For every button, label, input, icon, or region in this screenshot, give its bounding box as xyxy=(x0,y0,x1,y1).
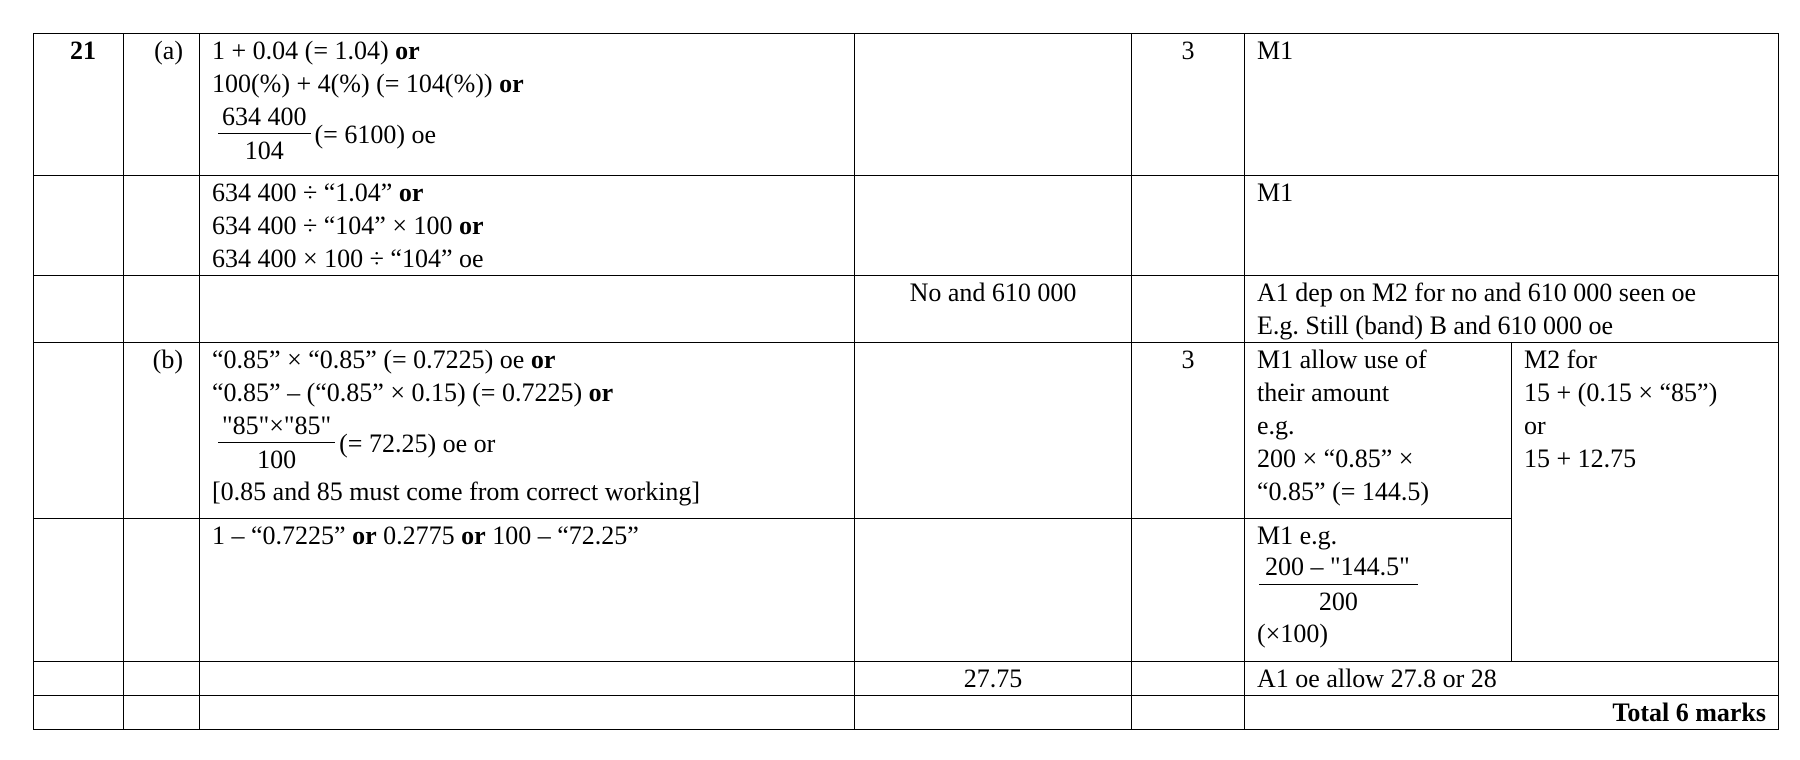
or-connective: or xyxy=(352,521,377,550)
or-connective: or xyxy=(459,211,484,240)
or-connective: or xyxy=(395,36,420,65)
answer-cell: No and 610 000 xyxy=(855,276,1132,343)
part-cell xyxy=(124,696,200,730)
working-cell xyxy=(200,343,855,519)
notes-cell-left xyxy=(1245,343,1512,519)
question-cell xyxy=(34,696,124,730)
fraction xyxy=(218,102,311,166)
table-row xyxy=(34,696,1779,730)
question-cell xyxy=(34,662,124,696)
working-line xyxy=(212,176,842,209)
notes-cell: M1 xyxy=(1245,176,1779,276)
fraction-line xyxy=(212,411,842,475)
working-text: 1 + 0.04 (= 1.04) xyxy=(212,36,396,65)
notes-cell xyxy=(1245,276,1779,343)
working-text: 100(%) + 4(%) (= 104(%)) xyxy=(212,69,500,98)
notes-line: their amount xyxy=(1257,378,1390,407)
marks-cell: 3 xyxy=(1132,34,1245,176)
table-row xyxy=(34,176,1779,276)
table-row xyxy=(34,34,1779,176)
notes-cell: M1 xyxy=(1245,34,1779,176)
total-marks: Total 6 marks xyxy=(1245,696,1779,730)
mark-scheme-table xyxy=(33,33,1779,730)
marks-cell xyxy=(1132,662,1245,696)
or-connective: or xyxy=(398,178,424,207)
notes-line: A1 dep on M2 for no and 610 000 seen oe xyxy=(1257,278,1697,307)
answer-cell xyxy=(855,34,1132,176)
fraction-numerator: 634 400 xyxy=(218,102,311,134)
part-cell xyxy=(124,276,200,343)
working-text: 634 400 ÷ “104” × 100 xyxy=(212,211,460,240)
question-cell xyxy=(34,519,124,662)
part-cell xyxy=(124,662,200,696)
working-text: “0.85” – (“0.85” × 0.15) (= 0.7225) xyxy=(212,378,589,407)
working-line xyxy=(212,209,842,242)
working-cell xyxy=(200,276,855,343)
working-cell xyxy=(200,34,855,176)
fraction xyxy=(218,411,335,475)
marks-cell xyxy=(1132,519,1245,662)
notes-line: (×100) xyxy=(1257,619,1328,648)
working-line xyxy=(212,34,842,67)
notes-line: M2 for xyxy=(1524,345,1597,374)
notes-line: 15 + (0.15 × “85”) xyxy=(1524,378,1718,407)
fraction-numerator: 200 – "144.5" xyxy=(1259,552,1418,585)
notes-line: 15 + 12.75 xyxy=(1524,444,1637,473)
working-text: “0.85” × “0.85” (= 0.7225) oe xyxy=(212,345,531,374)
fraction-denominator: 200 xyxy=(1318,587,1358,616)
working-cell xyxy=(200,519,855,662)
notes-cell-right xyxy=(1512,343,1779,662)
answer-cell xyxy=(855,696,1132,730)
fraction-denominator: 100 xyxy=(257,445,297,474)
fraction-denominator: 104 xyxy=(244,136,284,165)
question-cell xyxy=(34,343,124,519)
or-connective: or xyxy=(499,69,524,98)
marks-cell xyxy=(1132,276,1245,343)
working-line: [0.85 and 85 must come from correct working] xyxy=(212,477,701,506)
notes-line: E.g. Still (band) B and 610 000 oe xyxy=(1257,311,1614,340)
working-text: (= 6100) oe xyxy=(314,119,437,149)
fraction-numerator: "85"×"85" xyxy=(218,411,335,443)
working-line xyxy=(212,519,842,552)
table-row xyxy=(34,276,1779,343)
or-connective: or xyxy=(461,521,486,550)
fraction-line xyxy=(212,102,842,166)
fraction xyxy=(1259,552,1418,617)
answer-cell xyxy=(855,343,1132,519)
answer-cell xyxy=(855,519,1132,662)
question-cell xyxy=(34,176,124,276)
working-cell xyxy=(200,696,855,730)
notes-line: or xyxy=(1524,411,1546,440)
table-row xyxy=(34,662,1779,696)
part-cell xyxy=(124,176,200,276)
notes-line: M1 allow use of xyxy=(1257,345,1427,374)
or-connective: or xyxy=(530,345,556,374)
notes-line: “0.85” (= 144.5) xyxy=(1257,477,1430,506)
working-text: 1 – “0.7225” xyxy=(212,521,353,550)
answer-cell: 27.75 xyxy=(855,662,1132,696)
notes-line: 200 × “0.85” × xyxy=(1257,444,1414,473)
answer-cell xyxy=(855,176,1132,276)
notes-line: M1 e.g. xyxy=(1257,521,1338,550)
working-line xyxy=(212,67,842,100)
part-label: (b) xyxy=(124,343,200,519)
part-cell xyxy=(124,519,200,662)
working-cell xyxy=(200,662,855,696)
working-text: (= 72.25) oe or xyxy=(339,428,496,458)
or-connective: or xyxy=(588,378,614,407)
question-number: 21 xyxy=(34,34,124,176)
marks-cell: 3 xyxy=(1132,343,1245,519)
working-text: 100 – “72.25” xyxy=(485,521,639,550)
notes-cell: A1 oe allow 27.8 or 28 xyxy=(1245,662,1779,696)
notes-line: e.g. xyxy=(1257,411,1295,440)
working-line xyxy=(212,376,842,409)
working-text: 634 400 ÷ “1.04” xyxy=(212,178,399,207)
part-label: (a) xyxy=(124,34,200,176)
question-cell xyxy=(34,276,124,343)
working-line: 634 400 × 100 ÷ “104” oe xyxy=(212,244,484,273)
marks-cell xyxy=(1132,696,1245,730)
working-cell xyxy=(200,176,855,276)
marks-cell xyxy=(1132,176,1245,276)
working-line xyxy=(212,343,842,376)
table-row xyxy=(34,343,1779,519)
working-text: 0.2775 xyxy=(376,521,462,550)
notes-cell-left xyxy=(1245,519,1512,662)
